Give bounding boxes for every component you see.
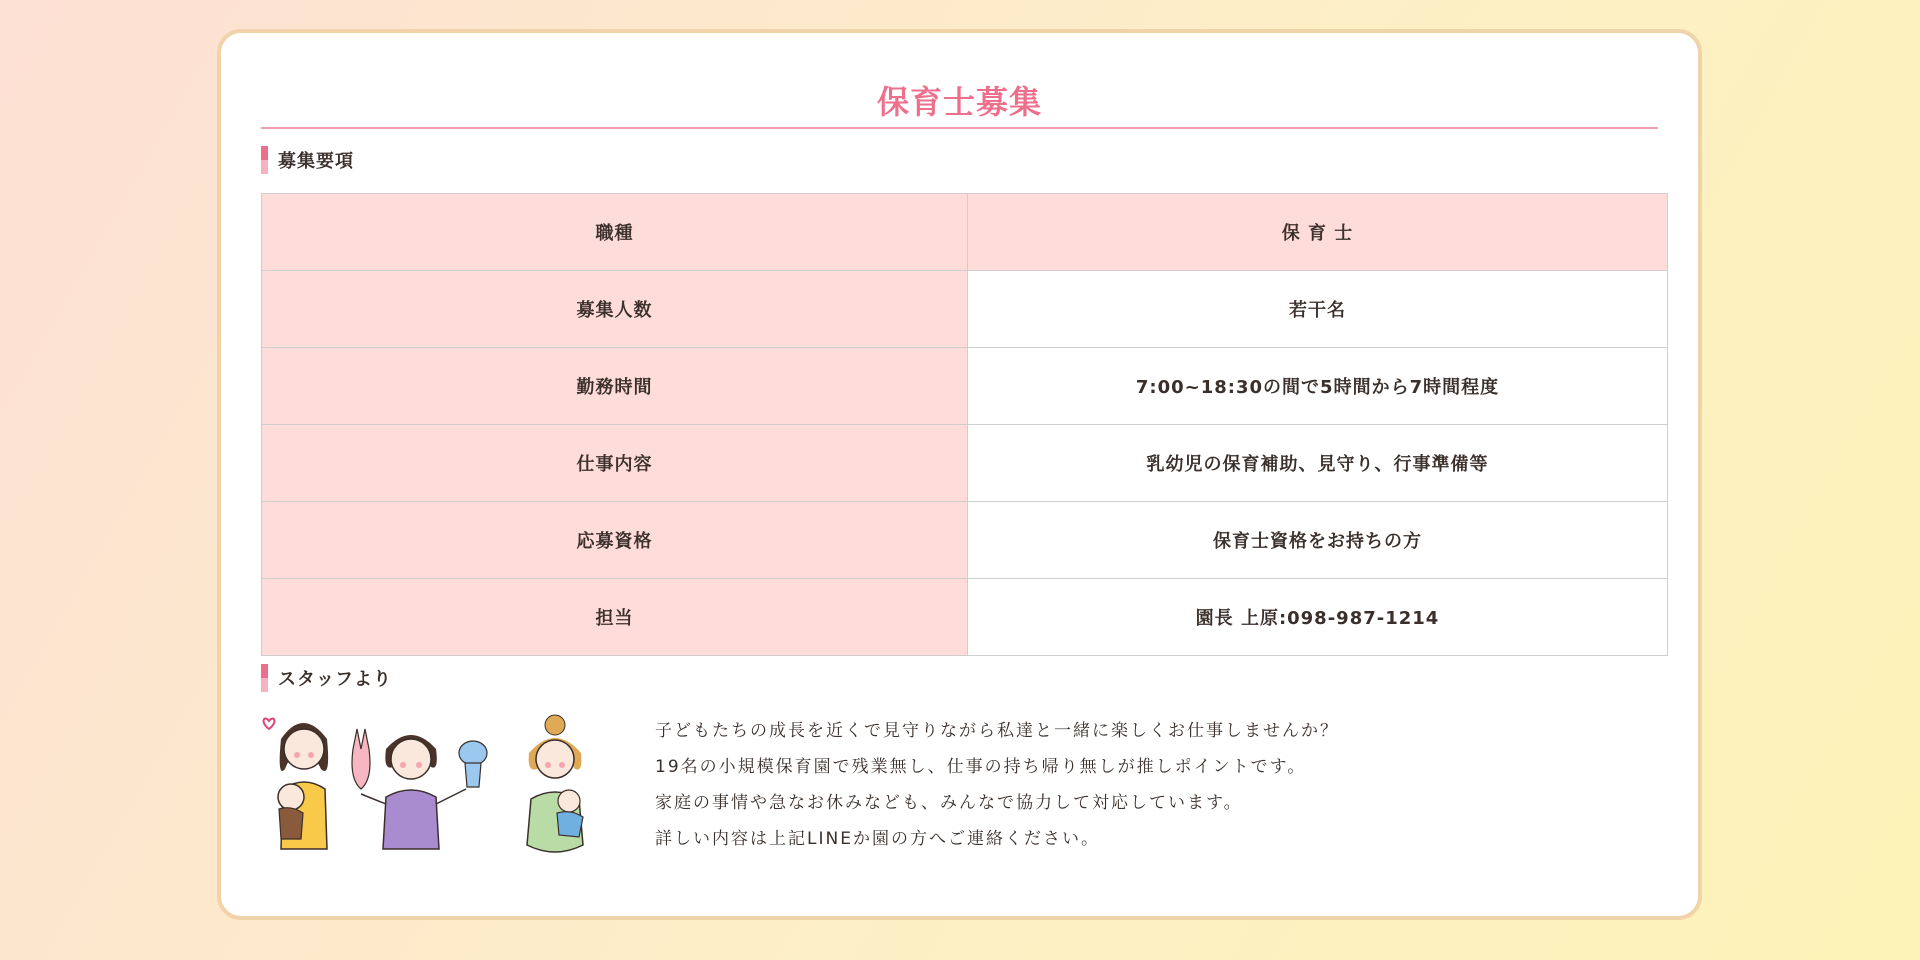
table-row [262, 502, 1668, 579]
row-label: 募集人数 [262, 271, 968, 348]
staff-message-line: 家庭の事情や急なお休みなども、みんなで協力して対応しています。 [655, 793, 1243, 813]
staff-message-line: 詳しい内容は上記LINEか園の方へご連絡ください。 [655, 829, 1100, 849]
row-label: 担当 [262, 579, 968, 656]
section-heading-staff [261, 664, 392, 692]
staff-message [655, 713, 1339, 857]
recruitment-card [217, 29, 1702, 920]
row-value: 乳幼児の保育補助、見守り、行事準備等 [968, 425, 1668, 502]
staff-woman-with-infant [527, 715, 583, 852]
table-row [262, 271, 1668, 348]
heading-marker [261, 146, 268, 174]
heading-marker [261, 664, 268, 692]
row-label: 職種 [262, 194, 968, 271]
row-value: 園長 上原:098-987-1214 [968, 579, 1668, 656]
row-label: 勤務時間 [262, 348, 968, 425]
row-value: 保育士資格をお持ちの方 [968, 502, 1668, 579]
row-value: 7:00~18:30の間で5時間から7時間程度 [968, 348, 1668, 425]
staff-woman-with-baby [278, 723, 328, 849]
table-row [262, 425, 1668, 502]
table-row [262, 194, 1668, 271]
heart-icon [264, 719, 275, 729]
staff-woman-with-puppets [352, 729, 487, 849]
section-heading-label: スタッフより [278, 669, 392, 690]
staff-message-line: 19名の小規模保育園で残業無し、仕事の持ち帰り無しが推しポイントです。 [655, 757, 1307, 777]
section-heading-requirements [261, 146, 354, 174]
row-label: 応募資格 [262, 502, 968, 579]
page-title: 保育士募集 [876, 83, 1042, 121]
staff-message-line: 子どもたちの成長を近くで見守りながら私達と一緒に楽しくお仕事しませんか？ [655, 721, 1339, 741]
staff-illustration [261, 709, 611, 859]
row-value: 若干名 [968, 271, 1668, 348]
table-row [262, 348, 1668, 425]
section-heading-label: 募集要項 [278, 151, 354, 172]
table-row [262, 579, 1668, 656]
row-value: 保 育 士 [968, 194, 1668, 271]
row-label: 仕事内容 [262, 425, 968, 502]
title-divider [261, 127, 1658, 129]
requirements-table [261, 193, 1668, 656]
